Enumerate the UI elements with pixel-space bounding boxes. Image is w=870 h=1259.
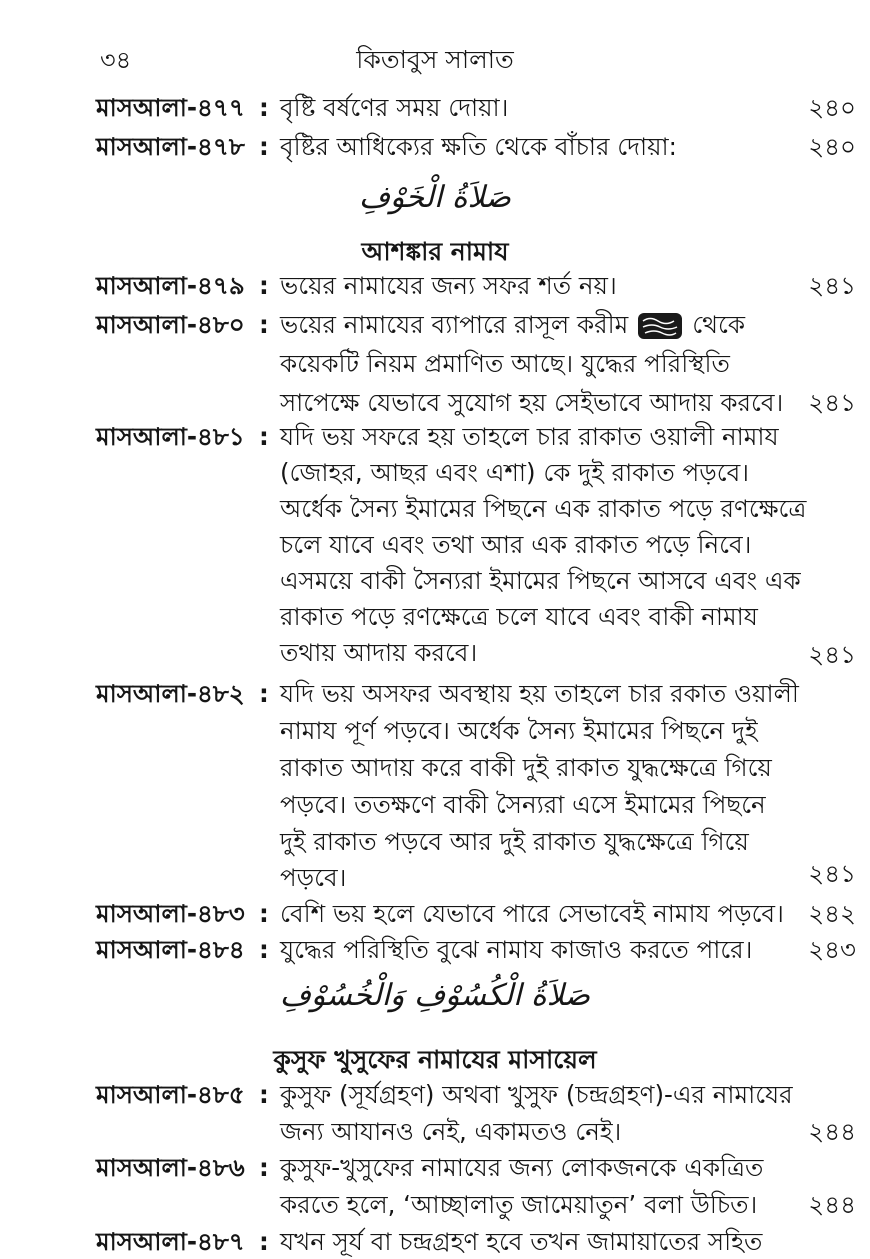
masala-text-line: (জোহর, আছর এবং এশা) কে দুই রাকাত পড়বে। bbox=[280, 458, 749, 487]
masala-text-line: অর্ধেক সৈন্য ইমামের পিছনে এক রাকাত পড়ে রণক্ষেত্রে bbox=[280, 494, 807, 523]
page-reference: ২৪১ bbox=[808, 271, 856, 300]
masala-text-line: রাকাত পড়ে রণক্ষেত্রে চলে যাবে এবং বাকী নামায bbox=[280, 602, 758, 631]
colon: : bbox=[259, 132, 269, 161]
page-reference: ২৪২ bbox=[808, 899, 856, 928]
arabic-section-title: صَلاَةُ الْخَوْفِ bbox=[358, 180, 512, 215]
section-heading: কুসুফ খুসুফের নামাযের মাসায়েল bbox=[273, 1045, 597, 1074]
page-reference: ২৪১ bbox=[808, 388, 856, 417]
masala-label: মাসআলা-৪৮৩ bbox=[96, 899, 245, 928]
masala-text-line: নামায পূর্ণ পড়বে। অর্ধেক সৈন্য ইমামের পিছনে দুই bbox=[280, 716, 758, 745]
masala-label: মাসআলা-৪৮৭ bbox=[96, 1227, 245, 1256]
masala-text-line: সাপেক্ষে যেভাবে সুযোগ হয় সেইভাবে আদায় করবে। bbox=[280, 388, 784, 417]
masala-text-line: বৃষ্টি বর্ষণের সময় দোয়া। bbox=[280, 93, 509, 122]
colon: : bbox=[259, 899, 269, 928]
page-reference: ২৪৪ bbox=[808, 1117, 856, 1146]
masala-label: মাসআলা-৪৮৫ bbox=[96, 1080, 245, 1109]
page-title: কিতাবুস সালাত bbox=[356, 45, 514, 74]
colon: : bbox=[259, 1227, 269, 1256]
masala-text-line: যখন সূর্য বা চন্দ্রগ্রহণ হবে তখন জামায়াতের সহিত bbox=[280, 1227, 763, 1256]
pbuh-calligraphy-icon bbox=[638, 313, 682, 339]
page-reference: ২৪৪ bbox=[808, 1190, 856, 1219]
masala-text-line: পড়বে। bbox=[280, 863, 347, 892]
masala-text-line: পড়বে। ততক্ষণে বাকী সৈন্যরা এসে ইমামের পিছনে bbox=[280, 790, 766, 819]
colon: : bbox=[259, 935, 269, 964]
masala-label: মাসআলা-৪৭৭ bbox=[96, 93, 245, 122]
colon: : bbox=[259, 310, 269, 339]
masala-text-fragment: ভয়ের নামাযের ব্যাপারে রাসূল করীম bbox=[280, 310, 629, 339]
masala-label: মাসআলা-৪৮০ bbox=[96, 310, 245, 339]
masala-text-line: রাকাত আদায় করে বাকী দুই রাকাত যুদ্ধক্ষেত্রে গিয়ে bbox=[280, 753, 772, 782]
masala-text-fragment: থেকে bbox=[692, 310, 745, 339]
masala-text-line: করতে হলে, ‘আচ্ছালাতু জামেয়াতুন’ বলা উচিত। bbox=[280, 1190, 758, 1219]
colon: : bbox=[259, 93, 269, 122]
page-reference: ২৪৩ bbox=[808, 935, 856, 964]
masala-text-line: তথায় আদায় করবে। bbox=[280, 638, 478, 667]
page-reference: ২৪১ bbox=[808, 859, 856, 888]
masala-label: মাসআলা-৪৮৪ bbox=[96, 935, 245, 964]
section-heading: আশঙ্কার নামায bbox=[361, 237, 509, 266]
masala-text-line: কুসুফ (সূর্যগ্রহণ) অথবা খুসুফ (চন্দ্রগ্রহণ)-এর নামাযের bbox=[280, 1080, 793, 1109]
colon: : bbox=[259, 271, 269, 300]
colon: : bbox=[259, 422, 269, 451]
masala-label: মাসআলা-৪৭৯ bbox=[96, 271, 245, 300]
masala-label: মাসআলা-৪৭৮ bbox=[96, 132, 245, 161]
page-reference: ২৪০ bbox=[808, 132, 856, 161]
masala-text-line: চলে যাবে এবং তথা আর এক রাকাত পড়ে নিবে। bbox=[280, 530, 752, 559]
page-reference: ২৪১ bbox=[808, 640, 856, 669]
masala-text-line: ভয়ের নামাযের জন্য সফর শর্ত নয়। bbox=[280, 271, 617, 300]
masala-text-line: বৃষ্টির আধিক্যের ক্ষতি থেকে বাঁচার দোয়া: bbox=[280, 132, 677, 161]
masala-text-line: কয়েকটি নিয়ম প্রমাণিত আছে। যুদ্ধের পরিস্থিতি bbox=[280, 349, 730, 378]
colon: : bbox=[259, 679, 269, 708]
masala-label: মাসআলা-৪৮২ bbox=[96, 679, 245, 708]
masala-text-line bbox=[280, 310, 745, 339]
colon: : bbox=[259, 1080, 269, 1109]
page-number: ৩৪ bbox=[100, 46, 132, 74]
colon: : bbox=[259, 1153, 269, 1182]
masala-text-line: জন্য আযানও নেই, একামতও নেই। bbox=[280, 1117, 622, 1146]
arabic-section-title: صَلاَةُ الْكُسُوْفِ وَالْخُسُوْفِ bbox=[279, 978, 591, 1013]
masala-text-line: কুসুফ-খুসুফের নামাযের জন্য লোকজনকে একত্রিত bbox=[280, 1153, 764, 1182]
masala-text-line: যদি ভয় সফরে হয় তাহলে চার রাকাত ওয়ালী নামায bbox=[280, 422, 779, 451]
masala-label: মাসআলা-৪৮৬ bbox=[96, 1153, 245, 1182]
masala-text-line: বেশি ভয় হলে যেভাবে পারে সেভাবেই নামায পড়বে। bbox=[280, 899, 784, 928]
masala-text-line: যদি ভয় অসফর অবস্থায় হয় তাহলে চার রকাত ওয়ালী bbox=[280, 679, 799, 708]
masala-text-line: যুদ্ধের পরিস্থিতি বুঝে নামায কাজাও করতে পারে। bbox=[280, 935, 753, 964]
masala-text-line: এসময়ে বাকী সৈন্যরা ইমামের পিছনে আসবে এবং এক bbox=[280, 566, 801, 595]
masala-label: মাসআলা-৪৮১ bbox=[96, 422, 245, 451]
masala-text-line: দুই রাকাত পড়বে আর দুই রাকাত যুদ্ধক্ষেত্রে গিয়ে bbox=[280, 827, 749, 856]
page-reference: ২৪০ bbox=[808, 93, 856, 122]
